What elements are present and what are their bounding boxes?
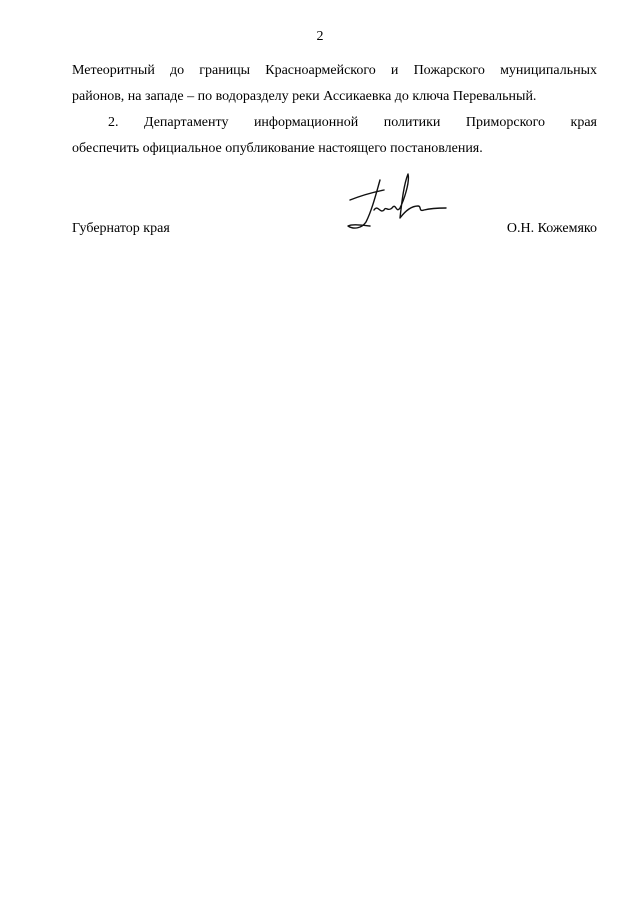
signatory-title: Губернатор края (72, 221, 170, 236)
paragraph-line: Метеоритный до границы Красноармейского и Пожарского муниципальных (72, 63, 597, 78)
signature-row (72, 216, 597, 242)
paragraph-continuation (72, 58, 597, 110)
page-number: 2 (316, 29, 324, 44)
paragraph-line: районов, на западе – по водоразделу реки Ассикаевка до ключа Перевальный. (72, 89, 537, 104)
paragraph-item-2 (72, 110, 597, 162)
signatory-name: О.Н. Кожемяко (506, 221, 597, 236)
paragraph-line: 2. Департаменту информационной политики Приморского края (108, 115, 597, 130)
paragraph-line: обеспечить официальное опубликование настоящего постановления. (72, 141, 483, 156)
